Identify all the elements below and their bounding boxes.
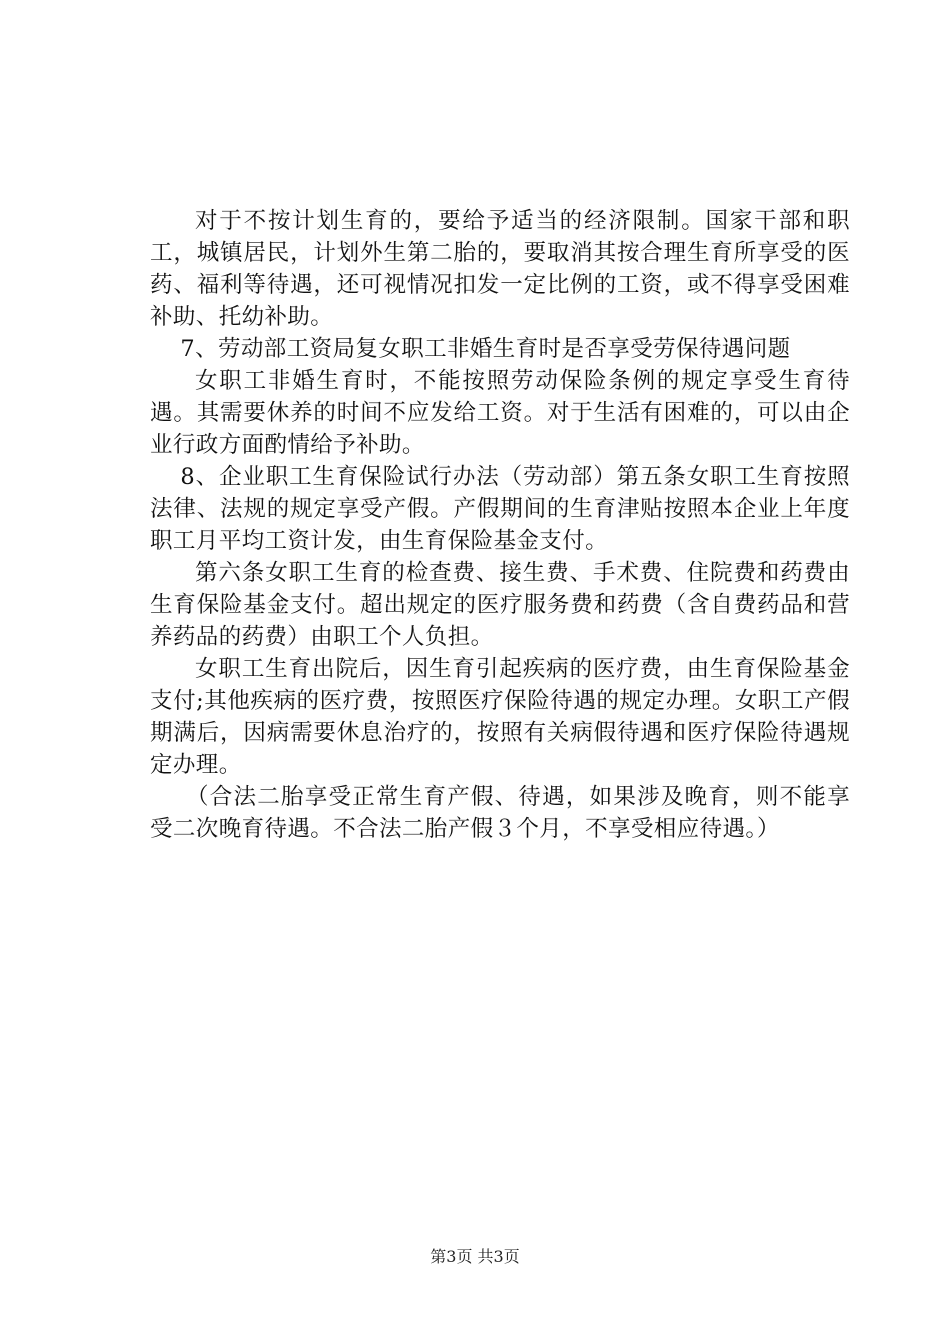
paragraph-article-6: 第六条女职工生育的检查费、接生费、手术费、住院费和药费由生育保险基金支付。超出规定的医疗服务费和药费（含自费药品和营养药品的药费）由职工个人负担。 <box>150 560 850 650</box>
document-body <box>150 205 850 845</box>
paragraph-post-discharge-medical: 女职工生育出院后，因生育引起疾病的医疗费，由生育保险基金支付;其他疾病的医疗费，按照医疗保险待遇的规定办理。女职工产假期满后，因病需要休息治疗的，按照有关病假待遇和医疗保险待遇规定办理。 <box>150 656 850 778</box>
paragraph-item-8-article-5: 8、企业职工生育保险试行办法（劳动部）第五条女职工生育按照法律、法规的规定享受产假。产假期间的生育津贴按照本企业上年度职工月平均工资计发，由生育保险基金支付。 <box>150 464 850 554</box>
page-number-footer: 第3页 共3页 <box>430 1247 520 1266</box>
paragraph-family-planning-restrictions: 对于不按计划生育的，要给予适当的经济限制。国家干部和职工，城镇居民，计划外生第二胎的，要取消其按合理生育所享受的医药、福利等待遇，还可视情况扣发一定比例的工资，或不得享受困难补助、托幼补助。 <box>150 208 850 330</box>
paragraph-non-marital-birth: 女职工非婚生育时，不能按照劳动保险条例的规定享受生育待遇。其需要休养的时间不应发给工资。对于生活有困难的，可以由企业行政方面酌情给予补助。 <box>150 368 850 458</box>
paragraph-second-child-note: （合法二胎享受正常生育产假、待遇，如果涉及晚育，则不能享受二次晚育待遇。不合法二胎产假３个月，不享受相应待遇。） <box>150 784 850 842</box>
paragraph-item-7-heading: 7、劳动部工资局复女职工非婚生育时是否享受劳保待遇问题 <box>180 336 791 362</box>
